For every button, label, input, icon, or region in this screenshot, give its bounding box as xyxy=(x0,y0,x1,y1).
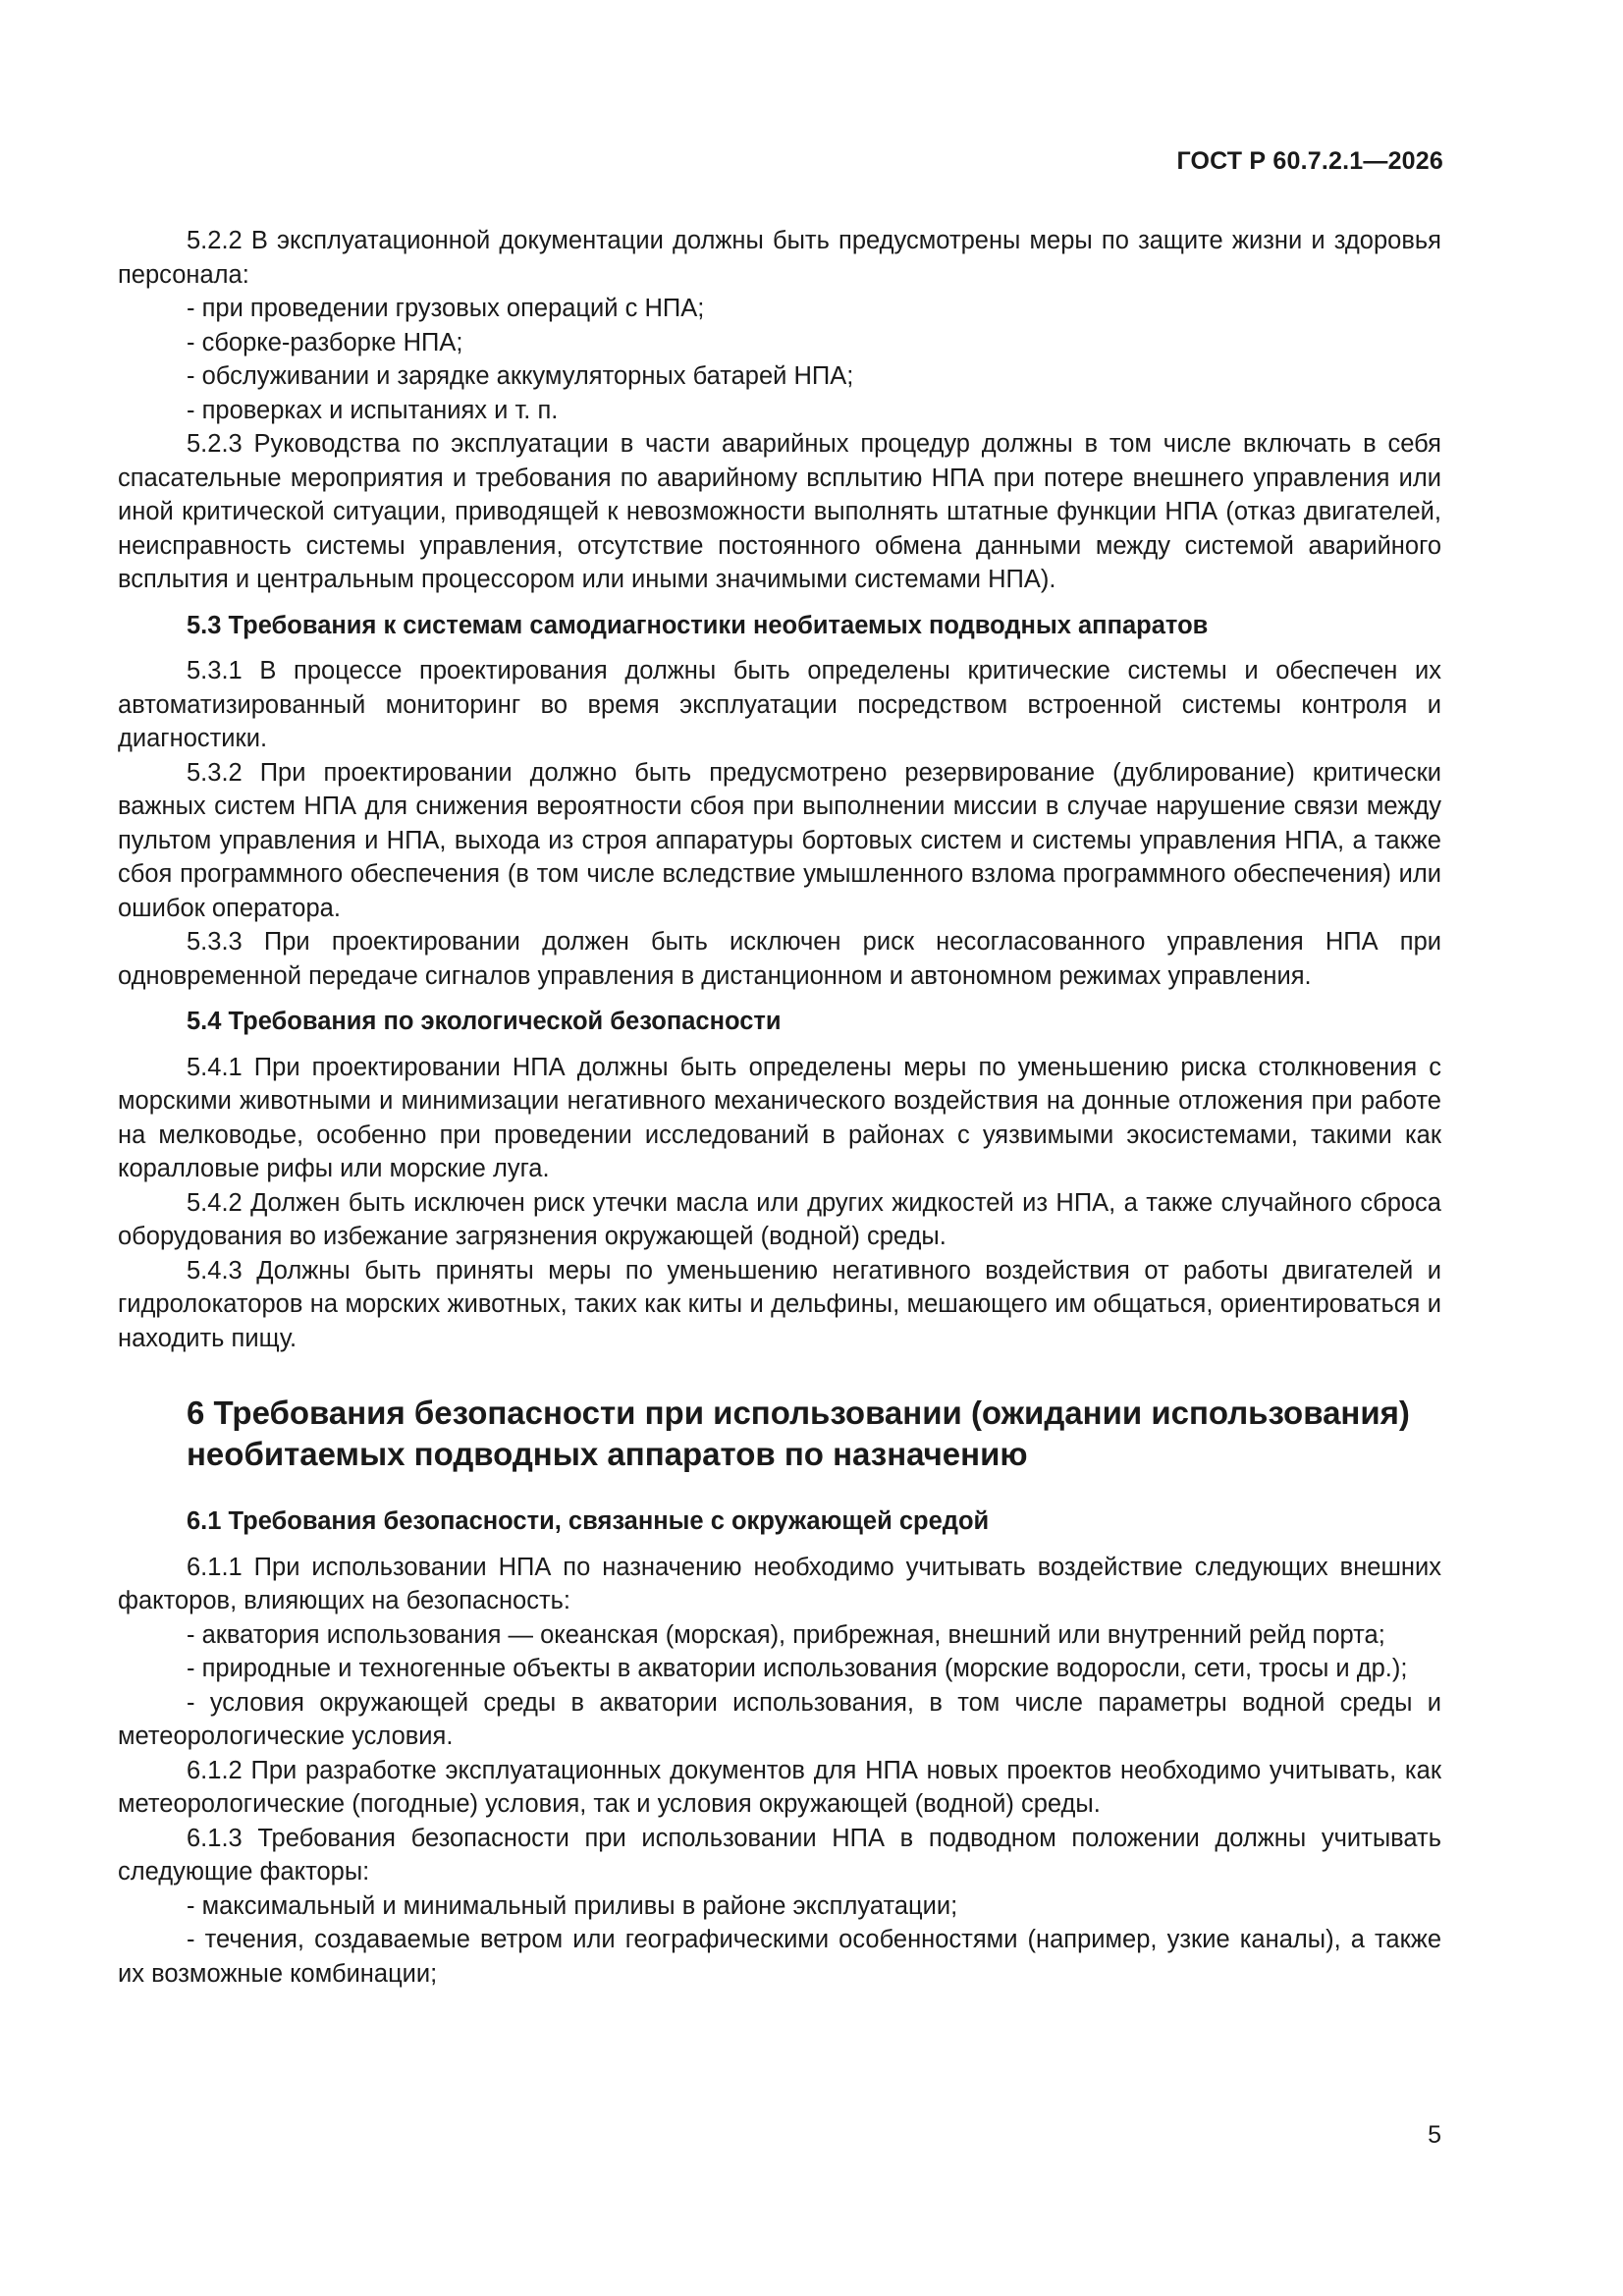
list-item: - природные и техногенные объекты в акватории использования (морские водоросли, сети, тросы и др.); xyxy=(187,1655,1408,1682)
paragraph-5-4-1: 5.4.1 При проектировании НПА должны быть определены меры по уменьшению риска столкновения с морскими животными и минимизации негативного механического воздействия на донные отложения при работе на мелководье, особенно при проведении исследований в районах с уязвимыми экосистемами, такими как коралловые рифы или морские луга. xyxy=(118,1053,1441,1182)
chapter-heading-6: 6 Требования безопасности при использовании (ожидании использования) необитаемых подводных аппаратов по назначению xyxy=(187,1394,1410,1472)
list-item: - проверках и испытаниях и т. п. xyxy=(187,396,559,424)
paragraph-5-4-3: 5.4.3 Должны быть приняты меры по уменьшению негативного воздействия от работы двигателей и гидролокаторов на морских животных, таких как киты и дельфины, мешающего им общаться, ориентироваться и находить пищу. xyxy=(118,1256,1441,1352)
list-item: - при проведении грузовых операций с НПА; xyxy=(187,295,705,322)
document-header: ГОСТ Р 60.7.2.1—2026 xyxy=(1176,147,1443,175)
paragraph-5-2-2: 5.2.2 В эксплуатационной документации должны быть предусмотрены меры по защите жизни и здоровья персонала: xyxy=(118,227,1441,289)
section-heading-5-4: 5.4 Требования по экологической безопасности xyxy=(187,1008,782,1035)
page-number: 5 xyxy=(1428,2121,1441,2149)
paragraph-6-1-1: 6.1.1 При использовании НПА по назначению необходимо учитывать воздействие следующих внешних факторов, влияющих на безопасность: xyxy=(118,1553,1441,1614)
list-item: - течения, создаваемые ветром или географическими особенностями (например, узкие каналы), а также их возможные комбинации; xyxy=(118,1926,1441,1988)
paragraph-6-1-3: 6.1.3 Требования безопасности при использовании НПА в подводном положении должны учитывать следующие факторы: xyxy=(118,1824,1441,1886)
paragraph-5-4-2: 5.4.2 Должен быть исключен риск утечки масла или других жидкостей из НПА, а также случайного сброса оборудования во избежание загрязнения окружающей (водной) среды. xyxy=(118,1188,1441,1250)
list-item: - условия окружающей среды в акватории использования, в том числе параметры водной среды и метеорологические условия. xyxy=(118,1688,1441,1750)
paragraph-6-1-2: 6.1.2 При разработке эксплуатационных документов для НПА новых проектов необходимо учитывать, как метеорологические (погодные) условия, так и условия окружающей (водной) среды. xyxy=(118,1756,1441,1818)
document-body xyxy=(118,224,1441,1991)
paragraph-5-3-1: 5.3.1 В процессе проектирования должны быть определены критические системы и обеспечен их автоматизированный мониторинг во время эксплуатации посредством встроенной системы контроля и диагностики. xyxy=(118,657,1441,752)
list-item: - максимальный и минимальный приливы в районе эксплуатации; xyxy=(187,1891,958,1920)
list-item: - акватория использования — океанская (морская), прибрежная, внешний или внутренний рейд порта; xyxy=(187,1620,1385,1649)
section-heading-6-1: 6.1 Требования безопасности, связанные с окружающей средой xyxy=(187,1507,990,1535)
paragraph-5-3-2: 5.3.2 При проектировании должно быть предусмотрено резервирование (дублирование) критически важных систем НПА для снижения вероятности сбоя при выполнении миссии в случае нарушение связи между пультом управления и НПА, выхода из строя аппаратуры бортовых систем и системы управления НПА, а также сбоя программного обеспечения (в том числе вследствие умышленного взлома программного обеспечения) или ошибок оператора. xyxy=(118,758,1441,922)
list-item: - сборке-разборке НПА; xyxy=(187,328,463,356)
list-item: - обслуживании и зарядке аккумуляторных батарей НПА; xyxy=(187,362,854,390)
section-heading-5-3: 5.3 Требования к системам самодиагностики необитаемых подводных аппаратов xyxy=(187,611,1209,639)
paragraph-5-2-3: 5.2.3 Руководства по эксплуатации в части аварийных процедур должны в том числе включать в себя спасательные мероприятия и требования по аварийному всплытию НПА при потере внешнего управления или иной критической ситуации, приводящей к невозможности выполнять штатные функции НПА (отказ двигателей, неисправность системы управления, отсутствие постоянного обмена данными между системой аварийного всплытия и центральным процессором или иными значимыми системами НПА). xyxy=(118,430,1441,593)
paragraph-5-3-3: 5.3.3 При проектировании должен быть исключен риск несогласованного управления НПА при одновременной передаче сигналов управления в дистанционном и автономном режимах управления. xyxy=(118,928,1441,990)
